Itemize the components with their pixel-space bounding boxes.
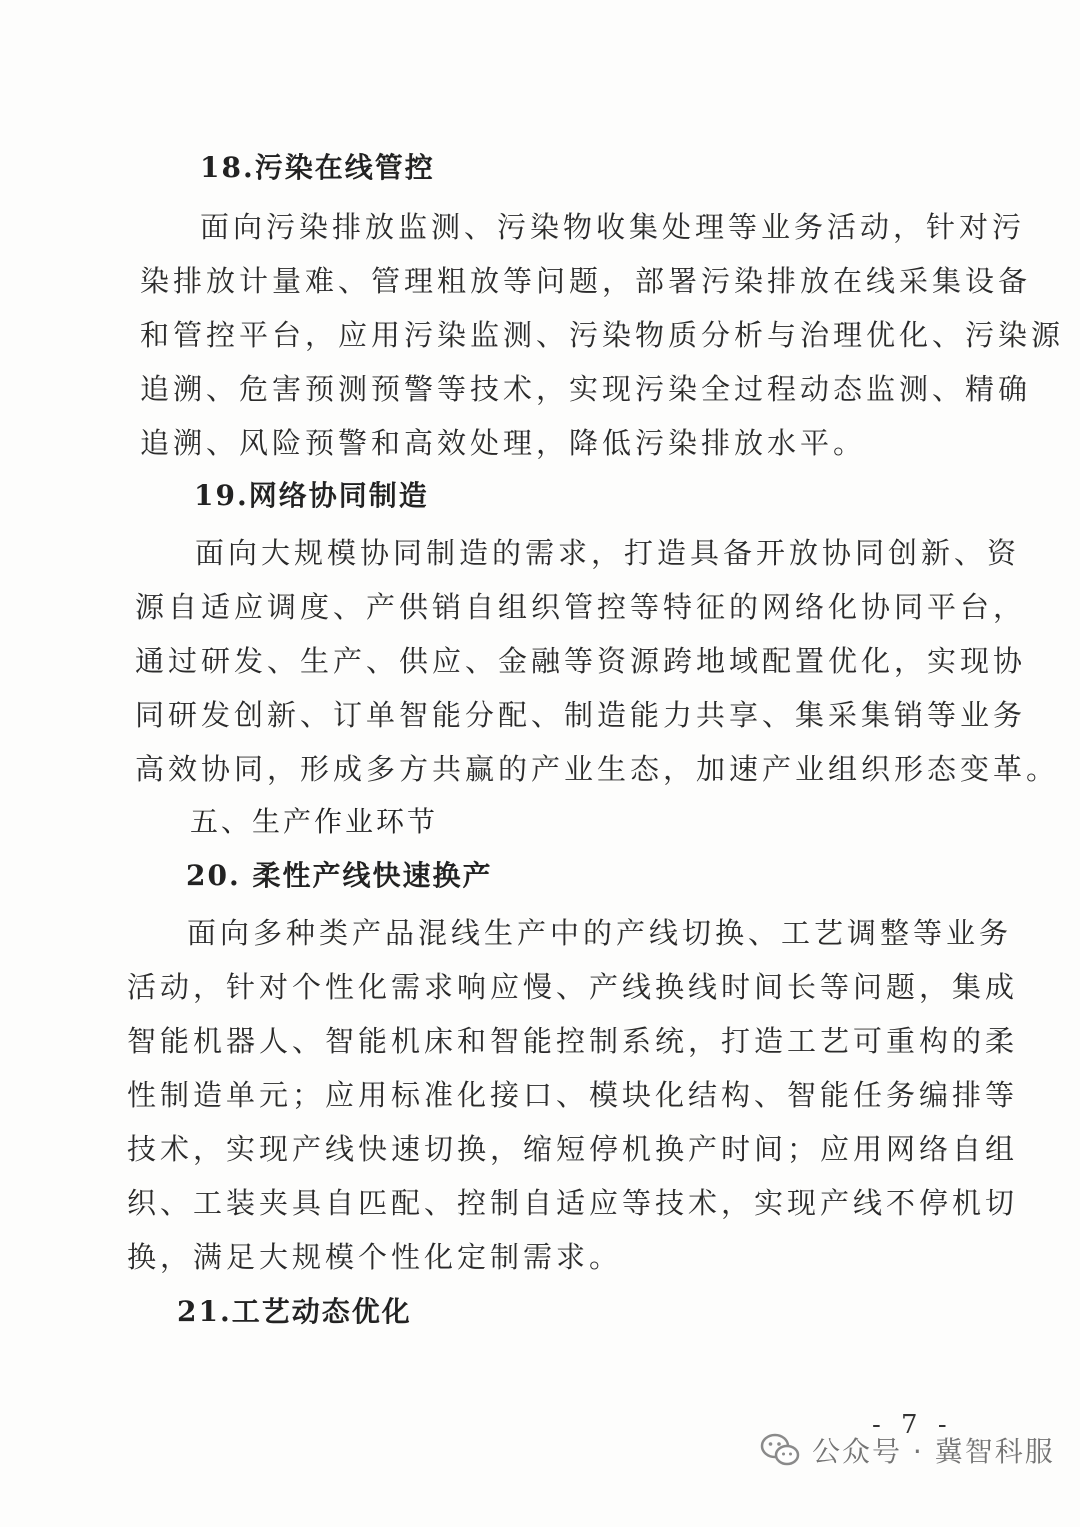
account-watermark <box>760 1430 1055 1470</box>
wechat-icon <box>760 1433 800 1467</box>
paragraph-line: 智能机器人、智能机床和智能控制系统，打造工艺可重构的柔 <box>127 1024 1019 1058</box>
section-19-paragraph <box>135 526 1059 796</box>
section-20-paragraph <box>127 906 1018 1284</box>
page-number: - 7 - <box>872 1410 953 1440</box>
paragraph-line: 和管控平台，应用污染监测、污染物质分析与治理优化、污染源 <box>140 318 1065 352</box>
paragraph-line: 源自适应调度、产供销自组织管控等特征的网络化协同平台， <box>135 590 1027 624</box>
paragraph-line: 追溯、危害预测预警等技术，实现污染全过程动态监测、精确 <box>140 372 1032 406</box>
paragraph-line: 性制造单元；应用标准化接口、模块化结构、智能任务编排等 <box>127 1078 1019 1112</box>
section-18-paragraph <box>140 200 1064 470</box>
paragraph-line: 追溯、风险预警和高效处理，降低污染排放水平。 <box>140 426 867 460</box>
paragraph-line: 通过研发、生产、供应、金融等资源跨地域配置优化，实现协 <box>135 644 1027 678</box>
section-20-heading: 20. 柔性产线快速换产 <box>186 859 493 892</box>
paragraph-line: 面向多种类产品混线生产中的产线切换、工艺调整等业务 <box>187 916 1013 950</box>
part-5-heading: 五、生产作业环节 <box>190 805 439 838</box>
paragraph-line: 同研发创新、订单智能分配、制造能力共享、集采集销等业务 <box>135 698 1027 732</box>
paragraph-line: 换，满足大规模个性化定制需求。 <box>127 1240 623 1274</box>
paragraph-line: 染排放计量难、管理粗放等问题，部署污染排放在线采集设备 <box>140 264 1032 298</box>
section-19-heading: 19.网络协同制造 <box>194 479 429 512</box>
paragraph-line: 技术，实现产线快速切换，缩短停机换产时间；应用网络自组 <box>127 1132 1019 1166</box>
section-18-heading: 18.污染在线管控 <box>200 151 435 184</box>
paragraph-line: 面向大规模协同制造的需求，打造具备开放协同创新、资 <box>195 536 1021 570</box>
paragraph-line: 活动，针对个性化需求响应慢、产线换线时间长等问题，集成 <box>127 970 1019 1004</box>
paragraph-line: 高效协同，形成多方共赢的产业生态，加速产业组织形态变革。 <box>135 752 1060 786</box>
paragraph-line: 面向污染排放监测、污染物收集处理等业务活动，针对污 <box>200 210 1026 244</box>
watermark-text: 公众号 · 冀智科服 <box>812 1435 1055 1468</box>
paragraph-line: 织、工装夹具自匹配、控制自适应等技术，实现产线不停机切 <box>127 1186 1019 1220</box>
section-21-heading: 21.工艺动态优化 <box>177 1295 412 1328</box>
